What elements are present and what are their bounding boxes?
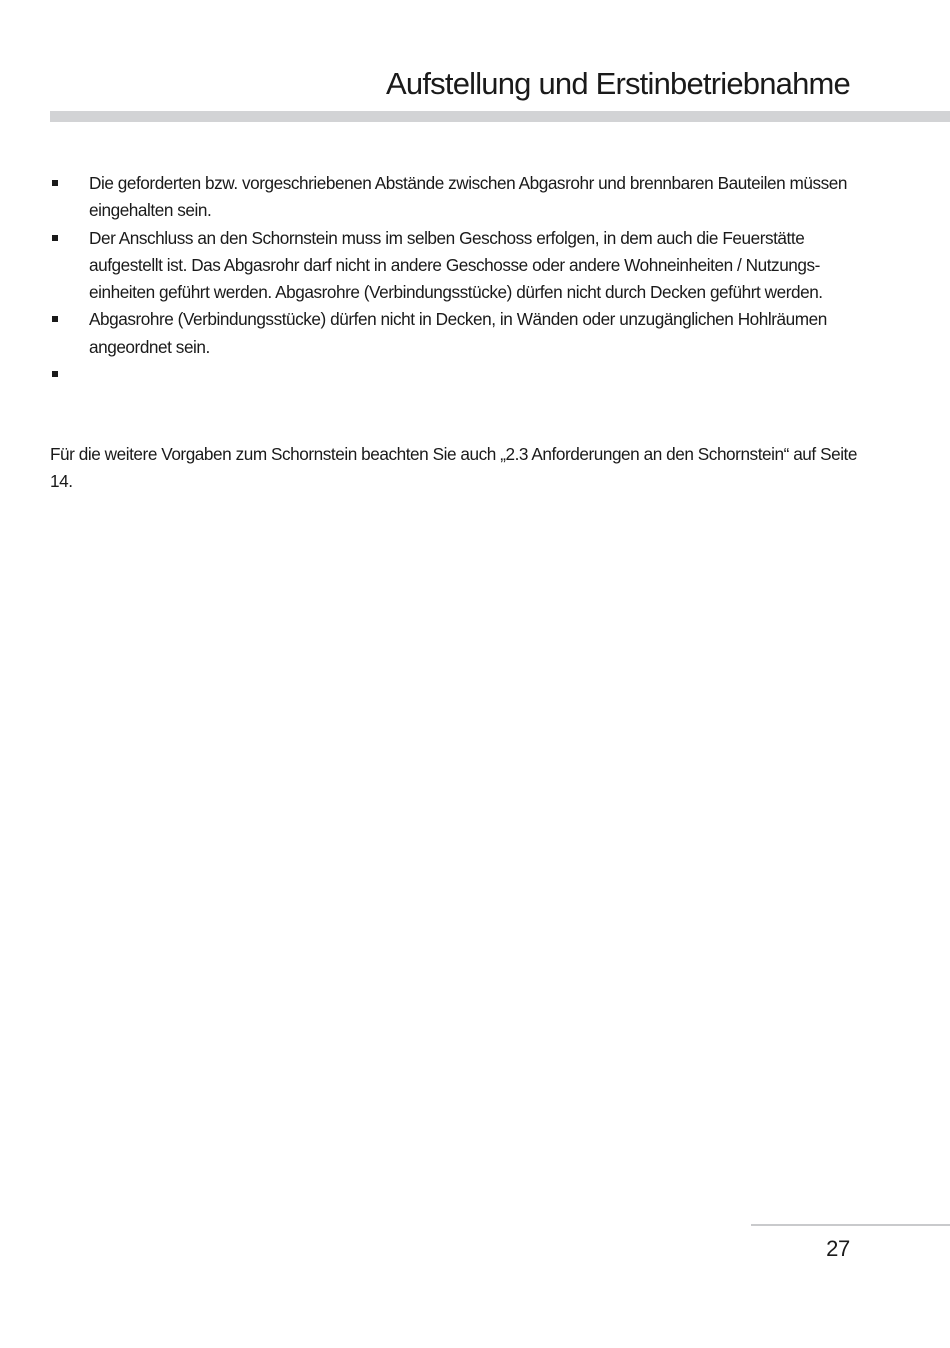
page-number: 27 [826, 1236, 850, 1261]
list-item-text: Die geforderten bzw. vorgeschriebenen Abstände zwischen Abgasrohr und brennbaren Bauteilen müssen eingehalten sein. [89, 173, 847, 221]
list-item [50, 306, 860, 361]
header-bar [50, 111, 950, 122]
list-item [50, 170, 860, 225]
page-title: Aufstellung und Erstinbetriebnahme [386, 66, 850, 101]
bullet-square-icon [52, 235, 58, 241]
bullet-list [50, 170, 860, 388]
bullet-square-icon [52, 371, 58, 377]
list-item-text: Der Anschluss an den Schornstein muss im selben Geschoss erfolgen, in dem auch die Feuerstätte aufgestellt ist. Das Abgasrohr darf nicht in andere Geschosse oder andere Wohneinheiten / Nutzungseinheiten geführt werden. Abgasrohre (Verbindungsstücke) dürfen nicht durch Decken geführt werden. [89, 227, 823, 303]
list-item-text: Abgasrohre (Verbindungsstücke) dürfen nicht in Decken, in Wänden oder unzugänglichen Hohlräumen angeordnet sein. [89, 309, 827, 357]
list-item [50, 225, 860, 307]
bullet-square-icon [52, 180, 58, 186]
chimney-reference-paragraph: Für die weitere Vorgaben zum Schornstein beachten Sie auch „2.3 Anforderungen an den Schornstein“ auf Seite 14. [50, 444, 857, 492]
footer-rule [751, 1224, 950, 1226]
list-item [50, 361, 860, 388]
bullet-square-icon [52, 316, 58, 322]
